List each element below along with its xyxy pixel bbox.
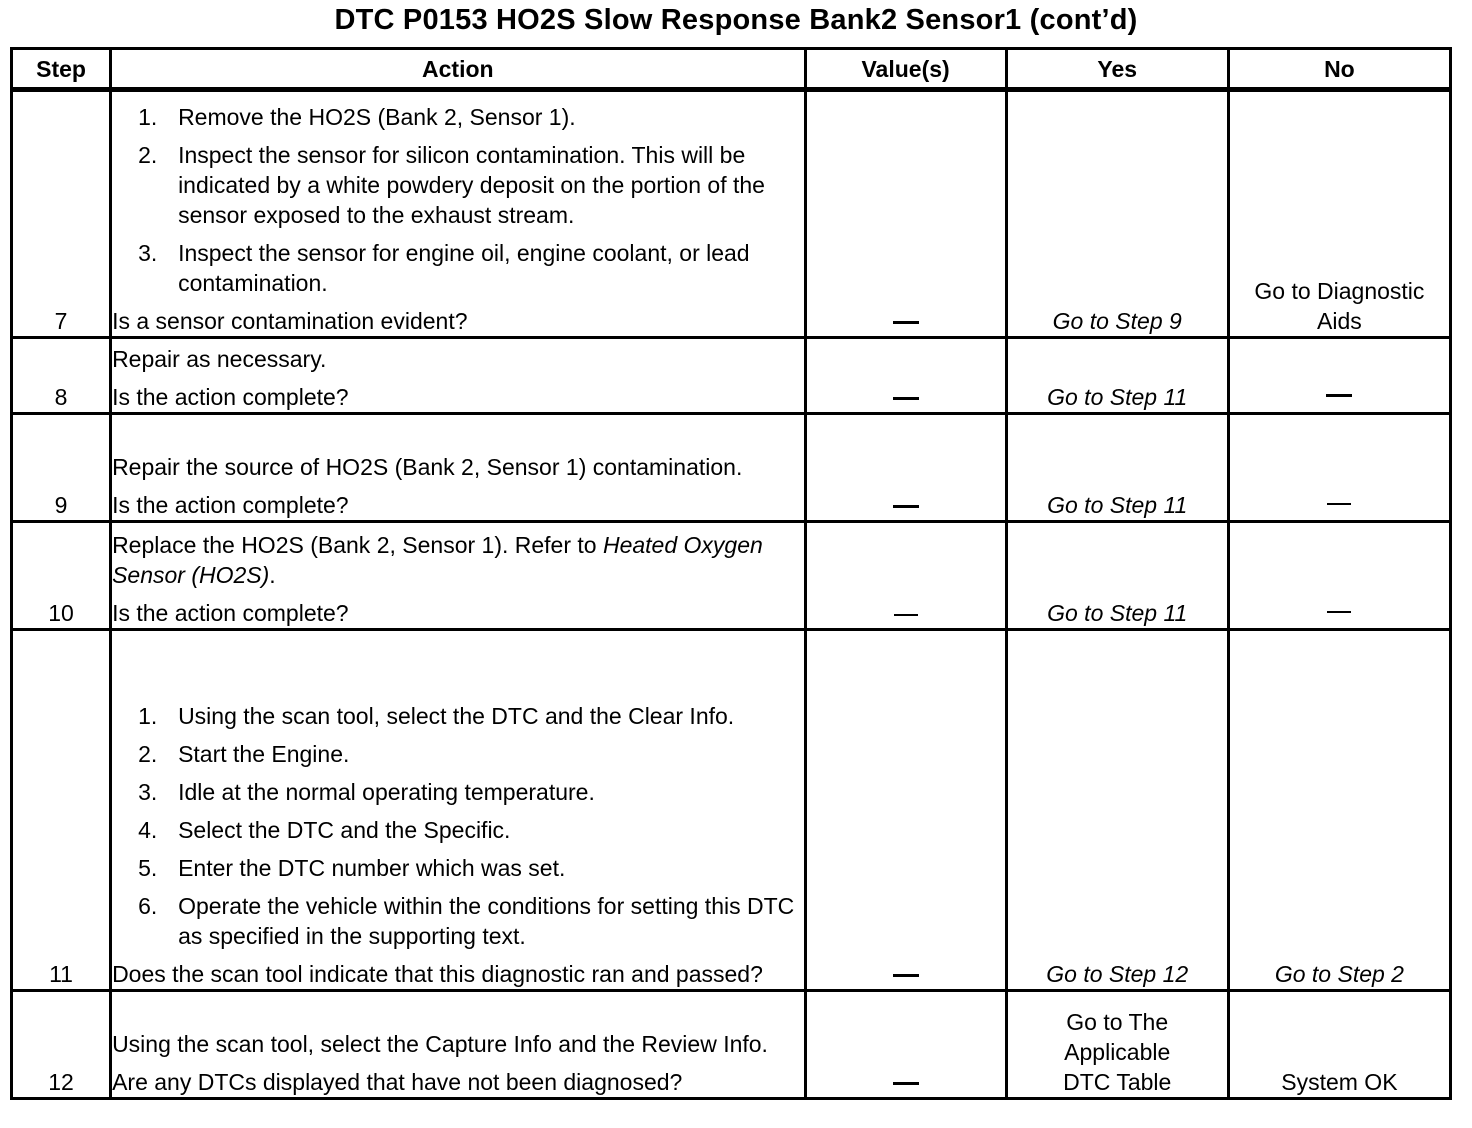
column-header-yes: Yes	[1006, 49, 1228, 90]
value-cell	[805, 90, 1006, 338]
value-cell	[805, 522, 1006, 630]
no-dash	[1327, 611, 1351, 613]
action-step-text: Start the Engine.	[178, 741, 350, 767]
action-step-number: 1.	[138, 104, 158, 130]
action-step-number: 1.	[138, 703, 158, 729]
step-number: 10	[12, 522, 111, 630]
value-cell	[805, 630, 1006, 991]
action-step-number: 5.	[138, 855, 158, 881]
action-step	[112, 853, 803, 883]
reference-link[interactable]: Heated Oxygen Sensor (HO2S)	[112, 532, 763, 588]
value-cell	[805, 338, 1006, 414]
column-header-step: Step	[12, 49, 111, 90]
action-text-suffix: .	[269, 562, 276, 588]
action-step	[112, 701, 803, 731]
no-cell: Go to Diagnostic Aids	[1228, 90, 1450, 338]
action-step-number: 2.	[138, 142, 158, 168]
action-question: Is a sensor contamination evident?	[112, 308, 468, 334]
action-cell	[111, 338, 805, 414]
column-header-no: No	[1228, 49, 1450, 90]
action-step-text: Using the scan tool, select the DTC and the Clear Info.	[178, 703, 735, 729]
action-cell	[111, 991, 805, 1099]
action-step	[112, 815, 803, 845]
value-cell	[805, 414, 1006, 522]
action-step-text: Inspect the sensor for silicon contamination. This will be indicated by a white powdery deposit on the portion of the sensor exposed to the exhaust stream.	[178, 142, 765, 228]
column-header-values: Value(s)	[805, 49, 1006, 90]
step-number: 9	[12, 414, 111, 522]
yes-cell: Go to Step 9	[1006, 90, 1228, 338]
yes-cell: Go to Step 11	[1006, 522, 1228, 630]
step-number: 12	[12, 991, 111, 1099]
action-question: Is the action complete?	[112, 384, 349, 410]
action-step-number: 3.	[138, 779, 158, 805]
no-cell: System OK	[1228, 991, 1450, 1099]
no-dash	[1326, 394, 1352, 397]
action-step	[112, 140, 803, 230]
action-text: Repair as necessary.	[112, 346, 327, 372]
yes-cell	[1006, 991, 1228, 1099]
action-step	[112, 739, 803, 769]
action-step	[112, 238, 803, 298]
yes-text: Go to The Applicable DTC Table	[1063, 1009, 1172, 1095]
no-cell: Go to Step 2	[1228, 630, 1450, 991]
no-dash	[1327, 503, 1351, 505]
table-row	[12, 414, 1451, 522]
action-cell	[111, 90, 805, 338]
action-question: Is the action complete?	[112, 600, 349, 626]
step-number: 8	[12, 338, 111, 414]
value-dash	[893, 974, 919, 977]
action-text-prefix: Replace the HO2S (Bank 2, Sensor 1). Refer to	[112, 532, 603, 558]
value-dash	[893, 1082, 919, 1085]
action-cell	[111, 522, 805, 630]
action-step-number: 4.	[138, 817, 158, 843]
action-step-number: 3.	[138, 240, 158, 266]
table-row	[12, 522, 1451, 630]
yes-cell: Go to Step 11	[1006, 338, 1228, 414]
action-step	[112, 891, 803, 951]
yes-cell: Go to Step 12	[1006, 630, 1228, 991]
value-dash	[893, 397, 919, 400]
no-cell	[1228, 414, 1450, 522]
action-cell	[111, 414, 805, 522]
action-cell	[111, 630, 805, 991]
table-row	[12, 338, 1451, 414]
action-text	[112, 530, 803, 590]
step-number: 7	[12, 90, 111, 338]
yes-cell: Go to Step 11	[1006, 414, 1228, 522]
step-number: 11	[12, 630, 111, 991]
action-step-list	[112, 701, 803, 951]
action-step-number: 6.	[138, 893, 158, 919]
no-cell	[1228, 522, 1450, 630]
table-row	[12, 991, 1451, 1099]
action-text: Using the scan tool, select the Capture Info and the Review Info.	[112, 1031, 768, 1057]
action-step	[112, 777, 803, 807]
value-cell	[805, 991, 1006, 1099]
table-row	[12, 630, 1451, 991]
action-step-text: Operate the vehicle within the conditions for setting this DTC as specified in the supporting text.	[178, 893, 795, 949]
page-title: DTC P0153 HO2S Slow Response Bank2 Sensor1 (cont’d)	[334, 4, 1138, 36]
value-dash	[893, 505, 919, 508]
table-row	[12, 90, 1451, 338]
action-step-text: Select the DTC and the Specific.	[178, 817, 511, 843]
value-dash	[894, 614, 918, 616]
action-question: Are any DTCs displayed that have not been diagnosed?	[112, 1069, 683, 1095]
column-header-action: Action	[111, 49, 805, 90]
value-dash	[893, 321, 919, 324]
table-header-row	[12, 49, 1451, 90]
action-question: Does the scan tool indicate that this diagnostic ran and passed?	[112, 961, 763, 987]
action-step-text: Remove the HO2S (Bank 2, Sensor 1).	[178, 104, 576, 130]
diagnostic-table	[10, 47, 1452, 1100]
action-step-list	[112, 102, 803, 298]
action-step-text: Inspect the sensor for engine oil, engine coolant, or lead contamination.	[178, 240, 750, 296]
action-step-number: 2.	[138, 741, 158, 767]
action-text: Repair the source of HO2S (Bank 2, Sensor 1) contamination.	[112, 454, 743, 480]
action-step-text: Enter the DTC number which was set.	[178, 855, 566, 881]
no-cell	[1228, 338, 1450, 414]
action-step	[112, 102, 803, 132]
action-step-text: Idle at the normal operating temperature.	[178, 779, 595, 805]
action-question: Is the action complete?	[112, 492, 349, 518]
